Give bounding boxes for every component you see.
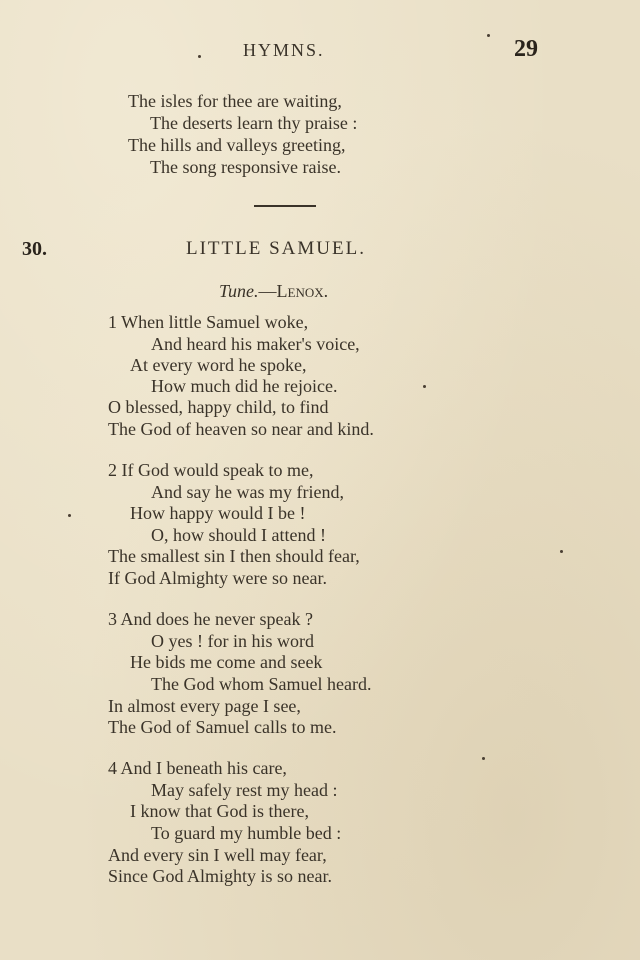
paper-speck (423, 385, 426, 388)
verse-line: 4 And I beneath his care, (108, 758, 287, 778)
verse-line: How much did he rejoice. (151, 376, 338, 396)
verse-line: The God of Samuel calls to me. (108, 717, 337, 737)
verse-line: O, how should I attend ! (151, 525, 326, 545)
tune-label: Tune. (219, 281, 259, 301)
paper-speck (68, 514, 71, 517)
tune-name: Lenox. (276, 281, 329, 301)
verse-line: And say he was my friend, (151, 482, 344, 502)
paper-speck (487, 34, 490, 37)
tune-dash: — (258, 281, 277, 301)
paper-speck (482, 757, 485, 760)
verse-line: And heard his maker's voice, (151, 334, 360, 354)
verse-line: The God of heaven so near and kind. (108, 419, 374, 439)
verse-line: The deserts learn thy praise : (150, 113, 358, 133)
verse-line: O blessed, happy child, to find (108, 397, 329, 417)
verse-line: Since God Almighty is so near. (108, 866, 332, 886)
paper-speck (560, 550, 563, 553)
section-divider (254, 205, 316, 207)
verse-line: If God Almighty were so near. (108, 568, 327, 588)
hymn-title: LITTLE SAMUEL. (186, 238, 366, 259)
verse-line: 2 If God would speak to me, (108, 460, 314, 480)
verse-line: O yes ! for in his word (151, 631, 314, 651)
verse-line: How happy would I be ! (130, 503, 306, 523)
verse-line: The God whom Samuel heard. (151, 674, 372, 694)
verse-line: I know that God is there, (130, 801, 309, 821)
running-header: HYMNS. (243, 40, 325, 60)
verse-line: To guard my humble bed : (151, 823, 342, 843)
tune-line (219, 281, 328, 302)
verse-line: 3 And does he never speak ? (108, 609, 313, 629)
verse-line: At every word he spoke, (130, 355, 307, 375)
verse-line: The smallest sin I then should fear, (108, 546, 360, 566)
verse-line: The isles for thee are waiting, (128, 91, 342, 111)
verse-line: May safely rest my head : (151, 780, 338, 800)
verse-line: He bids me come and seek (130, 652, 323, 672)
page-number: 29 (514, 36, 538, 62)
hymn-number: 30. (22, 238, 47, 260)
verse-line: The hills and valleys greeting, (128, 135, 346, 155)
verse-line: In almost every page I see, (108, 696, 301, 716)
verse-line: The song responsive raise. (150, 157, 341, 177)
paper-speck (198, 55, 201, 58)
verse-line: And every sin I well may fear, (108, 845, 327, 865)
verse-line: 1 When little Samuel woke, (108, 312, 309, 332)
